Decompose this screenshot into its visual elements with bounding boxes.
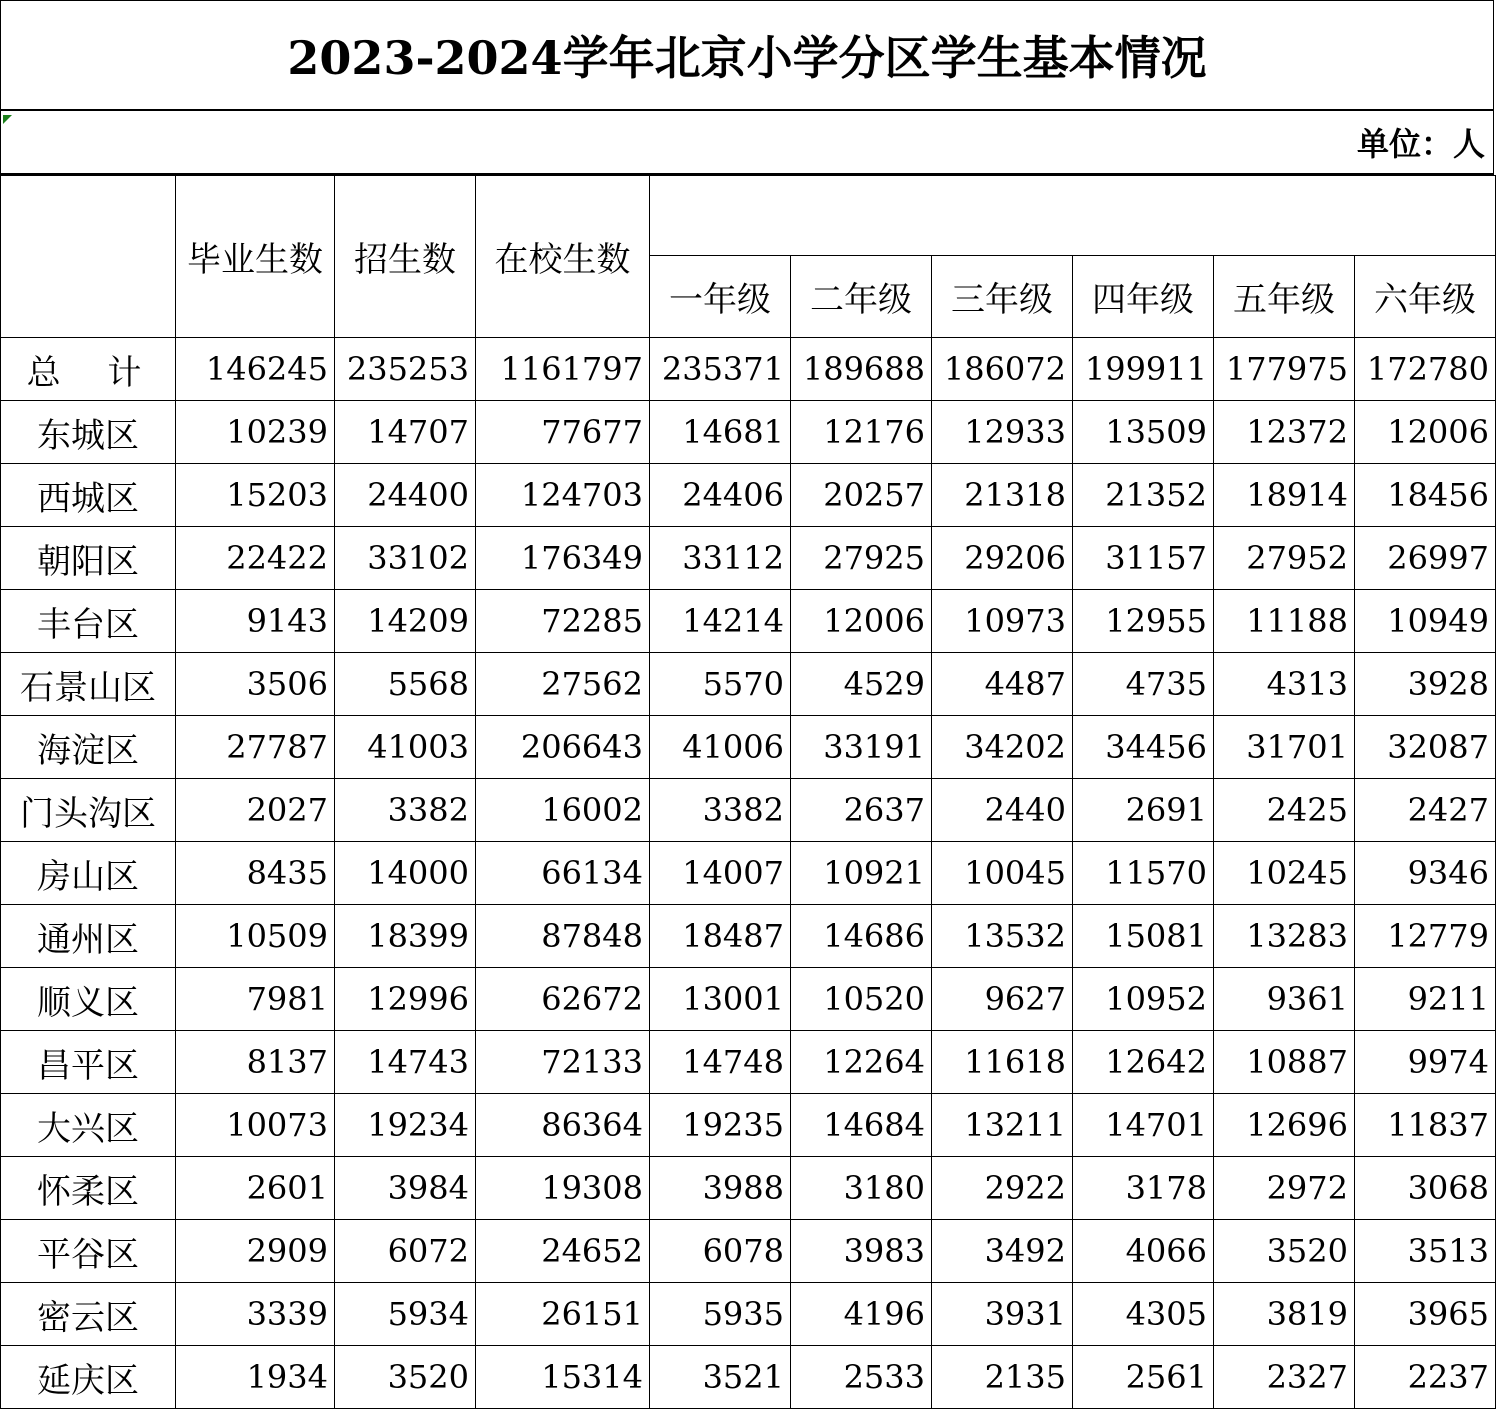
table-cell: 10973 <box>932 590 1073 653</box>
table-cell: 2440 <box>932 779 1073 842</box>
table-cell: 14686 <box>791 905 932 968</box>
table-cell: 2922 <box>932 1157 1073 1220</box>
title-bar <box>0 0 1494 111</box>
table-cell: 14748 <box>650 1031 791 1094</box>
table-cell: 3513 <box>1355 1220 1496 1283</box>
table-cell: 10520 <box>791 968 932 1031</box>
table-cell: 14684 <box>791 1094 932 1157</box>
table-cell: 4529 <box>791 653 932 716</box>
table-cell: 11188 <box>1214 590 1355 653</box>
table-cell: 26151 <box>476 1283 650 1346</box>
table-cell: 3180 <box>791 1157 932 1220</box>
district-name: 顺义区 <box>1 968 176 1031</box>
table-cell: 66134 <box>476 842 650 905</box>
table-cell: 2972 <box>1214 1157 1355 1220</box>
table-cell: 3339 <box>176 1283 335 1346</box>
table-row <box>1 779 1496 842</box>
student-table <box>0 175 1496 1409</box>
table-cell: 18914 <box>1214 464 1355 527</box>
table-cell: 10045 <box>932 842 1073 905</box>
table-cell: 72285 <box>476 590 650 653</box>
table-row <box>1 527 1496 590</box>
table-cell: 12372 <box>1214 401 1355 464</box>
total-row <box>1 338 1496 401</box>
table-cell: 18399 <box>335 905 476 968</box>
table-cell: 22422 <box>176 527 335 590</box>
table-cell: 3988 <box>650 1157 791 1220</box>
table-cell: 2237 <box>1355 1346 1496 1409</box>
district-name: 西城区 <box>1 464 176 527</box>
table-cell: 5568 <box>335 653 476 716</box>
table-cell: 14007 <box>650 842 791 905</box>
table-cell: 2561 <box>1073 1346 1214 1409</box>
header-grade-1: 一年级 <box>650 256 791 338</box>
district-name: 昌平区 <box>1 1031 176 1094</box>
table-cell: 24652 <box>476 1220 650 1283</box>
table-cell: 24400 <box>335 464 476 527</box>
district-name: 通州区 <box>1 905 176 968</box>
table-cell: 15314 <box>476 1346 650 1409</box>
table-cell: 3520 <box>1214 1220 1355 1283</box>
table-cell: 2135 <box>932 1346 1073 1409</box>
cell-marker-icon <box>3 115 12 124</box>
table-cell: 14209 <box>335 590 476 653</box>
table-cell: 15203 <box>176 464 335 527</box>
table-row <box>1 1283 1496 1346</box>
total-cell: 235371 <box>650 338 791 401</box>
table-cell: 5570 <box>650 653 791 716</box>
table-cell: 87848 <box>476 905 650 968</box>
table-cell: 41006 <box>650 716 791 779</box>
header-corner <box>1 176 176 338</box>
table-cell: 12779 <box>1355 905 1496 968</box>
table-cell: 3068 <box>1355 1157 1496 1220</box>
district-name: 东城区 <box>1 401 176 464</box>
district-name: 平谷区 <box>1 1220 176 1283</box>
header-grade-3: 三年级 <box>932 256 1073 338</box>
table-cell: 86364 <box>476 1094 650 1157</box>
table-cell: 12642 <box>1073 1031 1214 1094</box>
district-name: 大兴区 <box>1 1094 176 1157</box>
table-cell: 6078 <box>650 1220 791 1283</box>
total-cell: 199911 <box>1073 338 1214 401</box>
table-cell: 10245 <box>1214 842 1355 905</box>
district-name: 密云区 <box>1 1283 176 1346</box>
total-cell: 172780 <box>1355 338 1496 401</box>
table-cell: 33102 <box>335 527 476 590</box>
table-cell: 9361 <box>1214 968 1355 1031</box>
table-cell: 10239 <box>176 401 335 464</box>
table-cell: 10952 <box>1073 968 1214 1031</box>
page-title: 2023-2024学年北京小学分区学生基本情况 <box>287 31 1207 85</box>
table-row <box>1 1220 1496 1283</box>
table-cell: 16002 <box>476 779 650 842</box>
table-cell: 2637 <box>791 779 932 842</box>
table-cell: 9627 <box>932 968 1073 1031</box>
table-cell: 5934 <box>335 1283 476 1346</box>
table-cell: 13509 <box>1073 401 1214 464</box>
total-label: 总 计 <box>1 338 176 401</box>
table-cell: 6072 <box>335 1220 476 1283</box>
table-cell: 12996 <box>335 968 476 1031</box>
table-cell: 13532 <box>932 905 1073 968</box>
table-cell: 62672 <box>476 968 650 1031</box>
table-cell: 14743 <box>335 1031 476 1094</box>
total-cell: 1161797 <box>476 338 650 401</box>
table-row <box>1 590 1496 653</box>
table-cell: 3492 <box>932 1220 1073 1283</box>
table-cell: 34202 <box>932 716 1073 779</box>
table-row <box>1 1094 1496 1157</box>
unit-label: 单位：人 <box>1356 125 1485 163</box>
table-cell: 9974 <box>1355 1031 1496 1094</box>
table-cell: 124703 <box>476 464 650 527</box>
table-cell: 27562 <box>476 653 650 716</box>
table-cell: 27787 <box>176 716 335 779</box>
table-cell: 3928 <box>1355 653 1496 716</box>
total-cell: 146245 <box>176 338 335 401</box>
table-cell: 32087 <box>1355 716 1496 779</box>
table-cell: 11837 <box>1355 1094 1496 1157</box>
header-grade-4: 四年级 <box>1073 256 1214 338</box>
table-cell: 3382 <box>335 779 476 842</box>
table-cell: 12006 <box>791 590 932 653</box>
district-name: 怀柔区 <box>1 1157 176 1220</box>
table-cell: 12176 <box>791 401 932 464</box>
table-cell: 2909 <box>176 1220 335 1283</box>
table-cell: 10073 <box>176 1094 335 1157</box>
table-row <box>1 716 1496 779</box>
table-cell: 19234 <box>335 1094 476 1157</box>
district-name: 门头沟区 <box>1 779 176 842</box>
table-row <box>1 653 1496 716</box>
table-row <box>1 1157 1496 1220</box>
table-cell: 4313 <box>1214 653 1355 716</box>
table-cell: 21318 <box>932 464 1073 527</box>
table-cell: 9211 <box>1355 968 1496 1031</box>
table-cell: 9346 <box>1355 842 1496 905</box>
table-cell: 206643 <box>476 716 650 779</box>
table-row <box>1 1031 1496 1094</box>
table-cell: 77677 <box>476 401 650 464</box>
table-cell: 11618 <box>932 1031 1073 1094</box>
table-cell: 72133 <box>476 1031 650 1094</box>
table-cell: 4735 <box>1073 653 1214 716</box>
total-cell: 235253 <box>335 338 476 401</box>
table-cell: 18456 <box>1355 464 1496 527</box>
table-cell: 3931 <box>932 1283 1073 1346</box>
table-cell: 26997 <box>1355 527 1496 590</box>
table-cell: 33112 <box>650 527 791 590</box>
table-cell: 176349 <box>476 527 650 590</box>
header-grade-group <box>650 176 1496 256</box>
table-cell: 27925 <box>791 527 932 590</box>
table-cell: 3520 <box>335 1346 476 1409</box>
table-cell: 14707 <box>335 401 476 464</box>
table-cell: 10509 <box>176 905 335 968</box>
district-name: 海淀区 <box>1 716 176 779</box>
table-cell: 34456 <box>1073 716 1214 779</box>
table-cell: 9143 <box>176 590 335 653</box>
table-cell: 20257 <box>791 464 932 527</box>
table-cell: 19308 <box>476 1157 650 1220</box>
table-cell: 27952 <box>1214 527 1355 590</box>
table-row <box>1 401 1496 464</box>
table-cell: 4196 <box>791 1283 932 1346</box>
table-cell: 15081 <box>1073 905 1214 968</box>
table-cell: 12006 <box>1355 401 1496 464</box>
table-cell: 14000 <box>335 842 476 905</box>
table-row <box>1 464 1496 527</box>
total-cell: 189688 <box>791 338 932 401</box>
table-cell: 13001 <box>650 968 791 1031</box>
table-cell: 13211 <box>932 1094 1073 1157</box>
header-grade-6: 六年级 <box>1355 256 1496 338</box>
table-cell: 31701 <box>1214 716 1355 779</box>
table-cell: 3178 <box>1073 1157 1214 1220</box>
table-cell: 12933 <box>932 401 1073 464</box>
header-row <box>1 176 1496 256</box>
table-cell: 4066 <box>1073 1220 1214 1283</box>
table-cell: 12955 <box>1073 590 1214 653</box>
table-cell: 7981 <box>176 968 335 1031</box>
table-cell: 31157 <box>1073 527 1214 590</box>
table-cell: 13283 <box>1214 905 1355 968</box>
total-cell: 177975 <box>1214 338 1355 401</box>
table-cell: 12696 <box>1214 1094 1355 1157</box>
district-name: 丰台区 <box>1 590 176 653</box>
table-cell: 3984 <box>335 1157 476 1220</box>
district-name: 房山区 <box>1 842 176 905</box>
table-cell: 41003 <box>335 716 476 779</box>
table-cell: 2427 <box>1355 779 1496 842</box>
table-cell: 10887 <box>1214 1031 1355 1094</box>
table-cell: 33191 <box>791 716 932 779</box>
table-cell: 2425 <box>1214 779 1355 842</box>
table-row <box>1 1346 1496 1409</box>
table-cell: 14701 <box>1073 1094 1214 1157</box>
header-grade-2: 二年级 <box>791 256 932 338</box>
header-enrollment: 招生数 <box>335 176 476 338</box>
table-cell: 3983 <box>791 1220 932 1283</box>
table-cell: 2601 <box>176 1157 335 1220</box>
table-cell: 5935 <box>650 1283 791 1346</box>
table-cell: 3506 <box>176 653 335 716</box>
table-cell: 2691 <box>1073 779 1214 842</box>
table-row <box>1 842 1496 905</box>
table-cell: 3819 <box>1214 1283 1355 1346</box>
table-cell: 1934 <box>176 1346 335 1409</box>
table-cell: 24406 <box>650 464 791 527</box>
table-cell: 12264 <box>791 1031 932 1094</box>
table-cell: 21352 <box>1073 464 1214 527</box>
district-name: 石景山区 <box>1 653 176 716</box>
table-row <box>1 968 1496 1031</box>
table-cell: 3965 <box>1355 1283 1496 1346</box>
table-cell: 3521 <box>650 1346 791 1409</box>
table-row <box>1 905 1496 968</box>
table-cell: 11570 <box>1073 842 1214 905</box>
unit-bar <box>0 111 1494 175</box>
table-cell: 2327 <box>1214 1346 1355 1409</box>
table-cell: 2533 <box>791 1346 932 1409</box>
header-in-school: 在校生数 <box>476 176 650 338</box>
total-cell: 186072 <box>932 338 1073 401</box>
table-cell: 18487 <box>650 905 791 968</box>
table-cell: 2027 <box>176 779 335 842</box>
district-name: 朝阳区 <box>1 527 176 590</box>
table-cell: 14214 <box>650 590 791 653</box>
table-cell: 8137 <box>176 1031 335 1094</box>
table-cell: 4305 <box>1073 1283 1214 1346</box>
table-cell: 10921 <box>791 842 932 905</box>
header-graduates: 毕业生数 <box>176 176 335 338</box>
table-cell: 14681 <box>650 401 791 464</box>
district-name: 延庆区 <box>1 1346 176 1409</box>
table-cell: 10949 <box>1355 590 1496 653</box>
table-cell: 4487 <box>932 653 1073 716</box>
table-cell: 19235 <box>650 1094 791 1157</box>
header-grade-5: 五年级 <box>1214 256 1355 338</box>
table-cell: 3382 <box>650 779 791 842</box>
table-cell: 29206 <box>932 527 1073 590</box>
table-cell: 8435 <box>176 842 335 905</box>
